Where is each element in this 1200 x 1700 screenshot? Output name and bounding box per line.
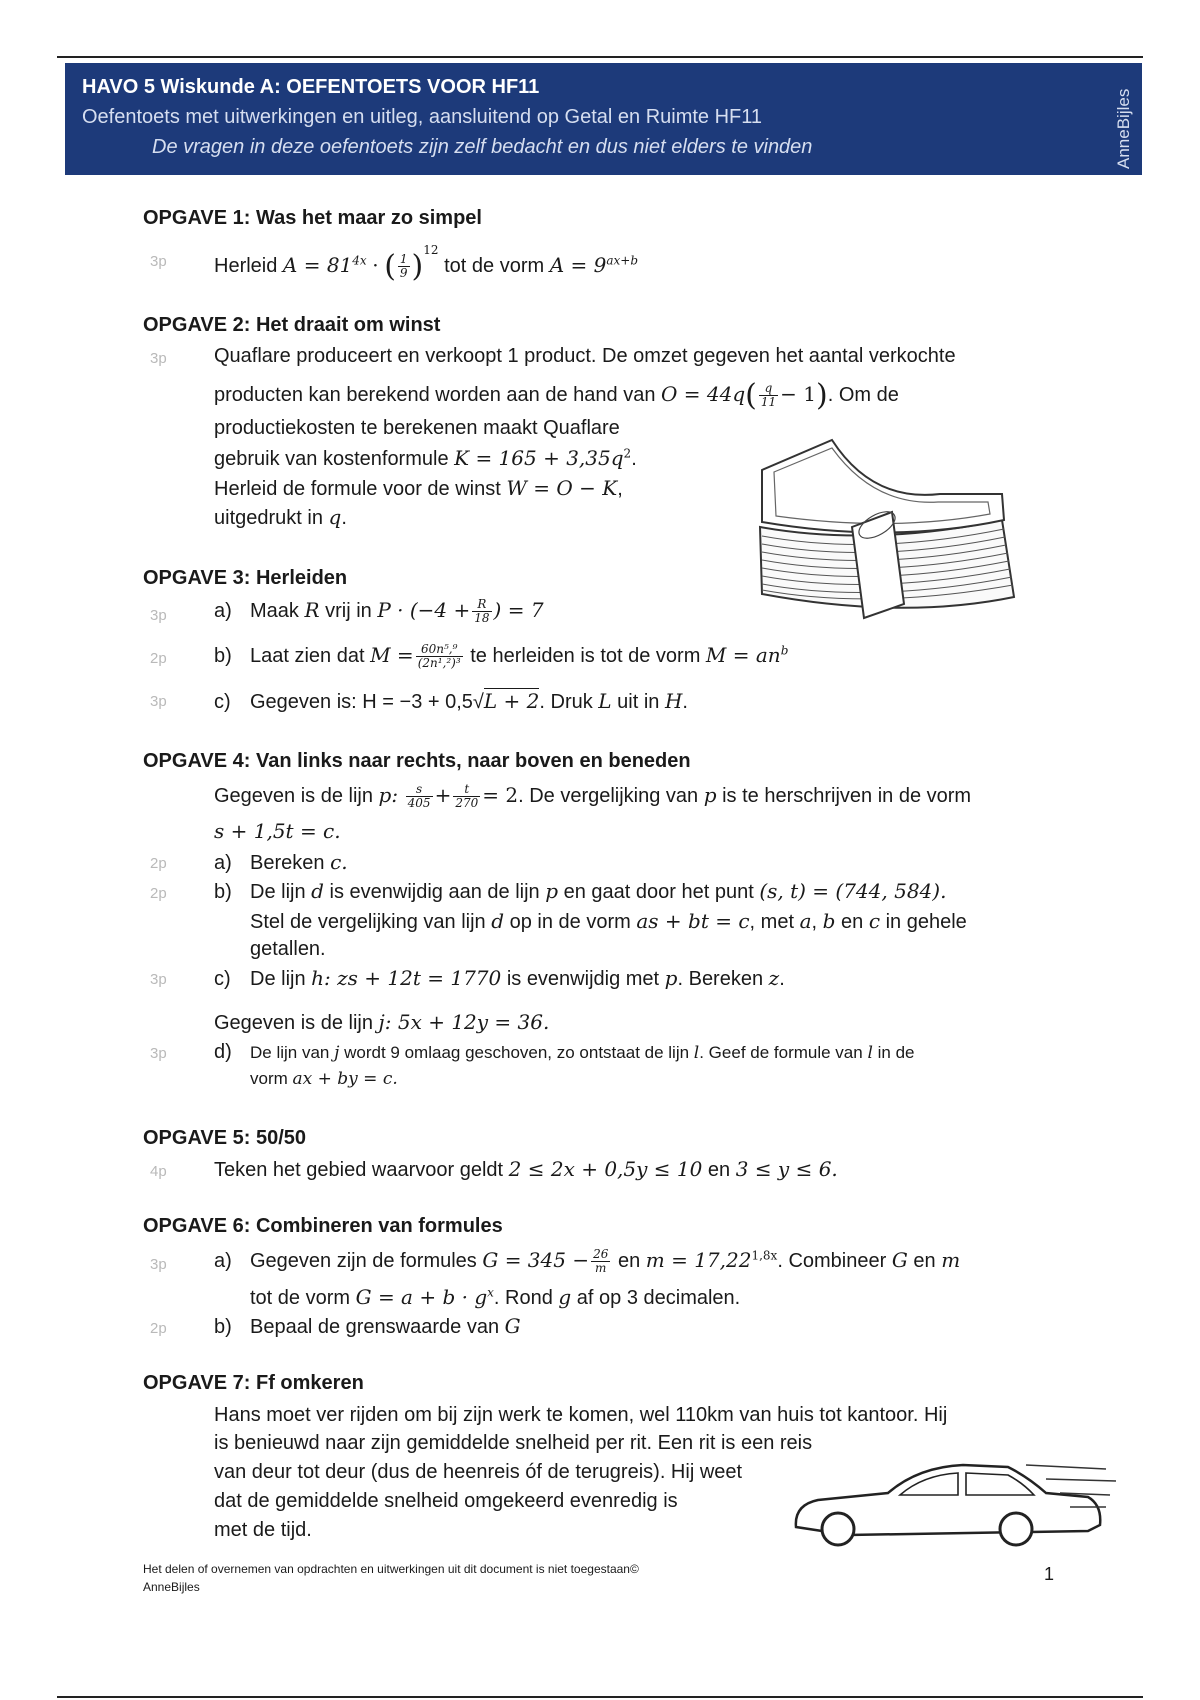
opgave2-line4: gebruik van kostenformule $K = 165 + 3,35q^2$. — [214, 446, 637, 470]
opgave2-line6: uitgedrukt in q. — [214, 505, 347, 529]
opgave1-question: Herleid $A = 81^{4x}$ · ( $\frac{1}{9}$ )$^{12}$ tot de vorm $A = 9^{ax+b}$ — [214, 243, 639, 285]
opgave6a-line1: a) Gegeven zijn de formules G = 345 − $\frac{26}{m}$ en $m = 17,22^{1,8x}$. Combineer G en m — [214, 1247, 961, 1276]
opgave4a: a) Bereken c. — [214, 850, 348, 874]
opgave4-intro: Gegeven is de lijn p: $\frac{s}{405}$ + $\frac{t}{270}$ = 2. De vergelijking van p is te herschrijven in de vorm — [214, 782, 972, 811]
opgave4d-line1: d) De lijn van j wordt 9 omlaag geschoven, zo ontstaat de lijn l. Geef de formule van l in de — [214, 1041, 915, 1063]
header-note: De vragen in deze oefentoets zijn zelf bedacht en dus niet elders te vinden — [152, 136, 813, 158]
opgave4-intro2: Gegeven is de lijn j: 5x + 12y = 36. — [214, 1010, 550, 1034]
page-number: 1 — [1044, 1564, 1055, 1584]
bottom-rule — [57, 1696, 1143, 1698]
opgave6b: b) Bepaal de grenswaarde van G — [214, 1314, 521, 1338]
opgave4-heading: OPGAVE 4: Van links naar rechts, naar boven en beneden — [143, 750, 691, 772]
opgave2-line2: producten kan berekend worden aan de hand van O = 44q( $\frac{q}{11}$ − 1). Om de — [214, 378, 899, 413]
opgave7-line4: dat de gemiddelde snelheid omgekeerd evenredig is — [214, 1490, 678, 1512]
opgave3b: b) Laat zien dat M = $\frac{\text{60n⁵,⁹}}{\text{(2n¹,²)³}}$ te herleiden is tot de vorm $M = an^b$ — [214, 642, 789, 671]
opgave5-points: 4p — [150, 1163, 167, 1180]
opgave3-heading: OPGAVE 3: Herleiden — [143, 567, 348, 589]
opgave3b-points: 2p — [150, 650, 167, 667]
opgave6a-line2: tot de vorm $G = a + b \cdot g^x$. Rond g af op 3 decimalen. — [250, 1285, 741, 1309]
opgave4b-points: 2p — [150, 885, 167, 902]
opgave2-line3: productiekosten te berekenen maakt Quaflare — [214, 417, 620, 439]
footer-line2: AnneBijles — [143, 1580, 200, 1594]
opgave3c-points: 3p — [150, 693, 167, 710]
opgave6b-points: 2p — [150, 1320, 167, 1337]
opgave4a-points: 2p — [150, 855, 167, 872]
opgave7-line1: Hans moet ver rijden om bij zijn werk te komen, wel 110km van huis tot kantoor. Hij — [214, 1404, 948, 1426]
opgave7-line3: van deur tot deur (dus de heenreis óf de terugreis). Hij weet — [214, 1461, 743, 1483]
opgave3c: c) Gegeven is: H = −3 + 0,5√L + 2. Druk L uit in H. — [214, 689, 688, 713]
opgave6-heading: OPGAVE 6: Combineren van formules — [143, 1215, 503, 1237]
opgave4b-line2: Stel de vergelijking van lijn d op in de vorm as + bt = c, met a, b en c in gehele — [250, 909, 967, 933]
header-title: HAVO 5 Wiskunde A: OEFENTOETS VOOR HF11 — [82, 76, 540, 98]
opgave2-heading: OPGAVE 2: Het draait om winst — [143, 314, 441, 336]
opgave2-line5: Herleid de formule voor de winst W = O − K, — [214, 476, 623, 500]
footer-line1: Het delen of overnemen van opdrachten en uitwerkingen uit dit document is niet toegestaan© — [143, 1562, 639, 1576]
opgave7-heading: OPGAVE 7: Ff omkeren — [143, 1372, 364, 1394]
opgave1-heading: OPGAVE 1: Was het maar zo simpel — [143, 207, 482, 229]
opgave4c-points: 3p — [150, 971, 167, 988]
opgave2-line1: Quaflare produceert en verkoopt 1 product. De omzet gegeven het aantal verkochte — [214, 345, 956, 367]
opgave6a-points: 3p — [150, 1256, 167, 1273]
money-stack-illustration — [752, 432, 1052, 632]
document-header — [65, 63, 1142, 175]
opgave1-points: 3p — [150, 253, 167, 270]
opgave3a-points: 3p — [150, 607, 167, 624]
top-rule — [57, 56, 1143, 58]
header-brand: AnneBijles — [1114, 88, 1133, 169]
opgave3a: a) Maak R vrij in P · (−4 + $\frac{R}{18}$ ) = 7 — [214, 597, 544, 626]
opgave5-heading: OPGAVE 5: 50/50 — [143, 1127, 307, 1149]
opgave4b-line1: b) De lijn d is evenwijdig aan de lijn p en gaat door het punt (s, t) = (744, 584). — [214, 879, 947, 903]
opgave4-intro-line2: s + 1,5t = c. — [214, 819, 341, 843]
opgave7-line2: is benieuwd naar zijn gemiddelde snelheid per rit. Een rit is een reis — [214, 1432, 813, 1454]
opgave2-points: 3p — [150, 350, 167, 367]
opgave4b-line3: getallen. — [250, 938, 326, 960]
opgave7-line5: met de tijd. — [214, 1519, 312, 1541]
opgave5-question: Teken het gebied waarvoor geldt 2 ≤ 2x + 0,5y ≤ 10 en 3 ≤ y ≤ 6. — [214, 1157, 838, 1181]
header-subtitle: Oefentoets met uitwerkingen en uitleg, aansluitend op Getal en Ruimte HF11 — [82, 106, 763, 128]
car-illustration — [788, 1455, 1118, 1555]
copyright-footer — [143, 1560, 639, 1596]
opgave4c: c) De lijn h: zs + 12t = 1770 is evenwijdig met p. Bereken z. — [214, 966, 785, 990]
opgave4d-points: 3p — [150, 1045, 167, 1062]
opgave4d-line2: vorm ax + by = c. — [250, 1069, 398, 1089]
